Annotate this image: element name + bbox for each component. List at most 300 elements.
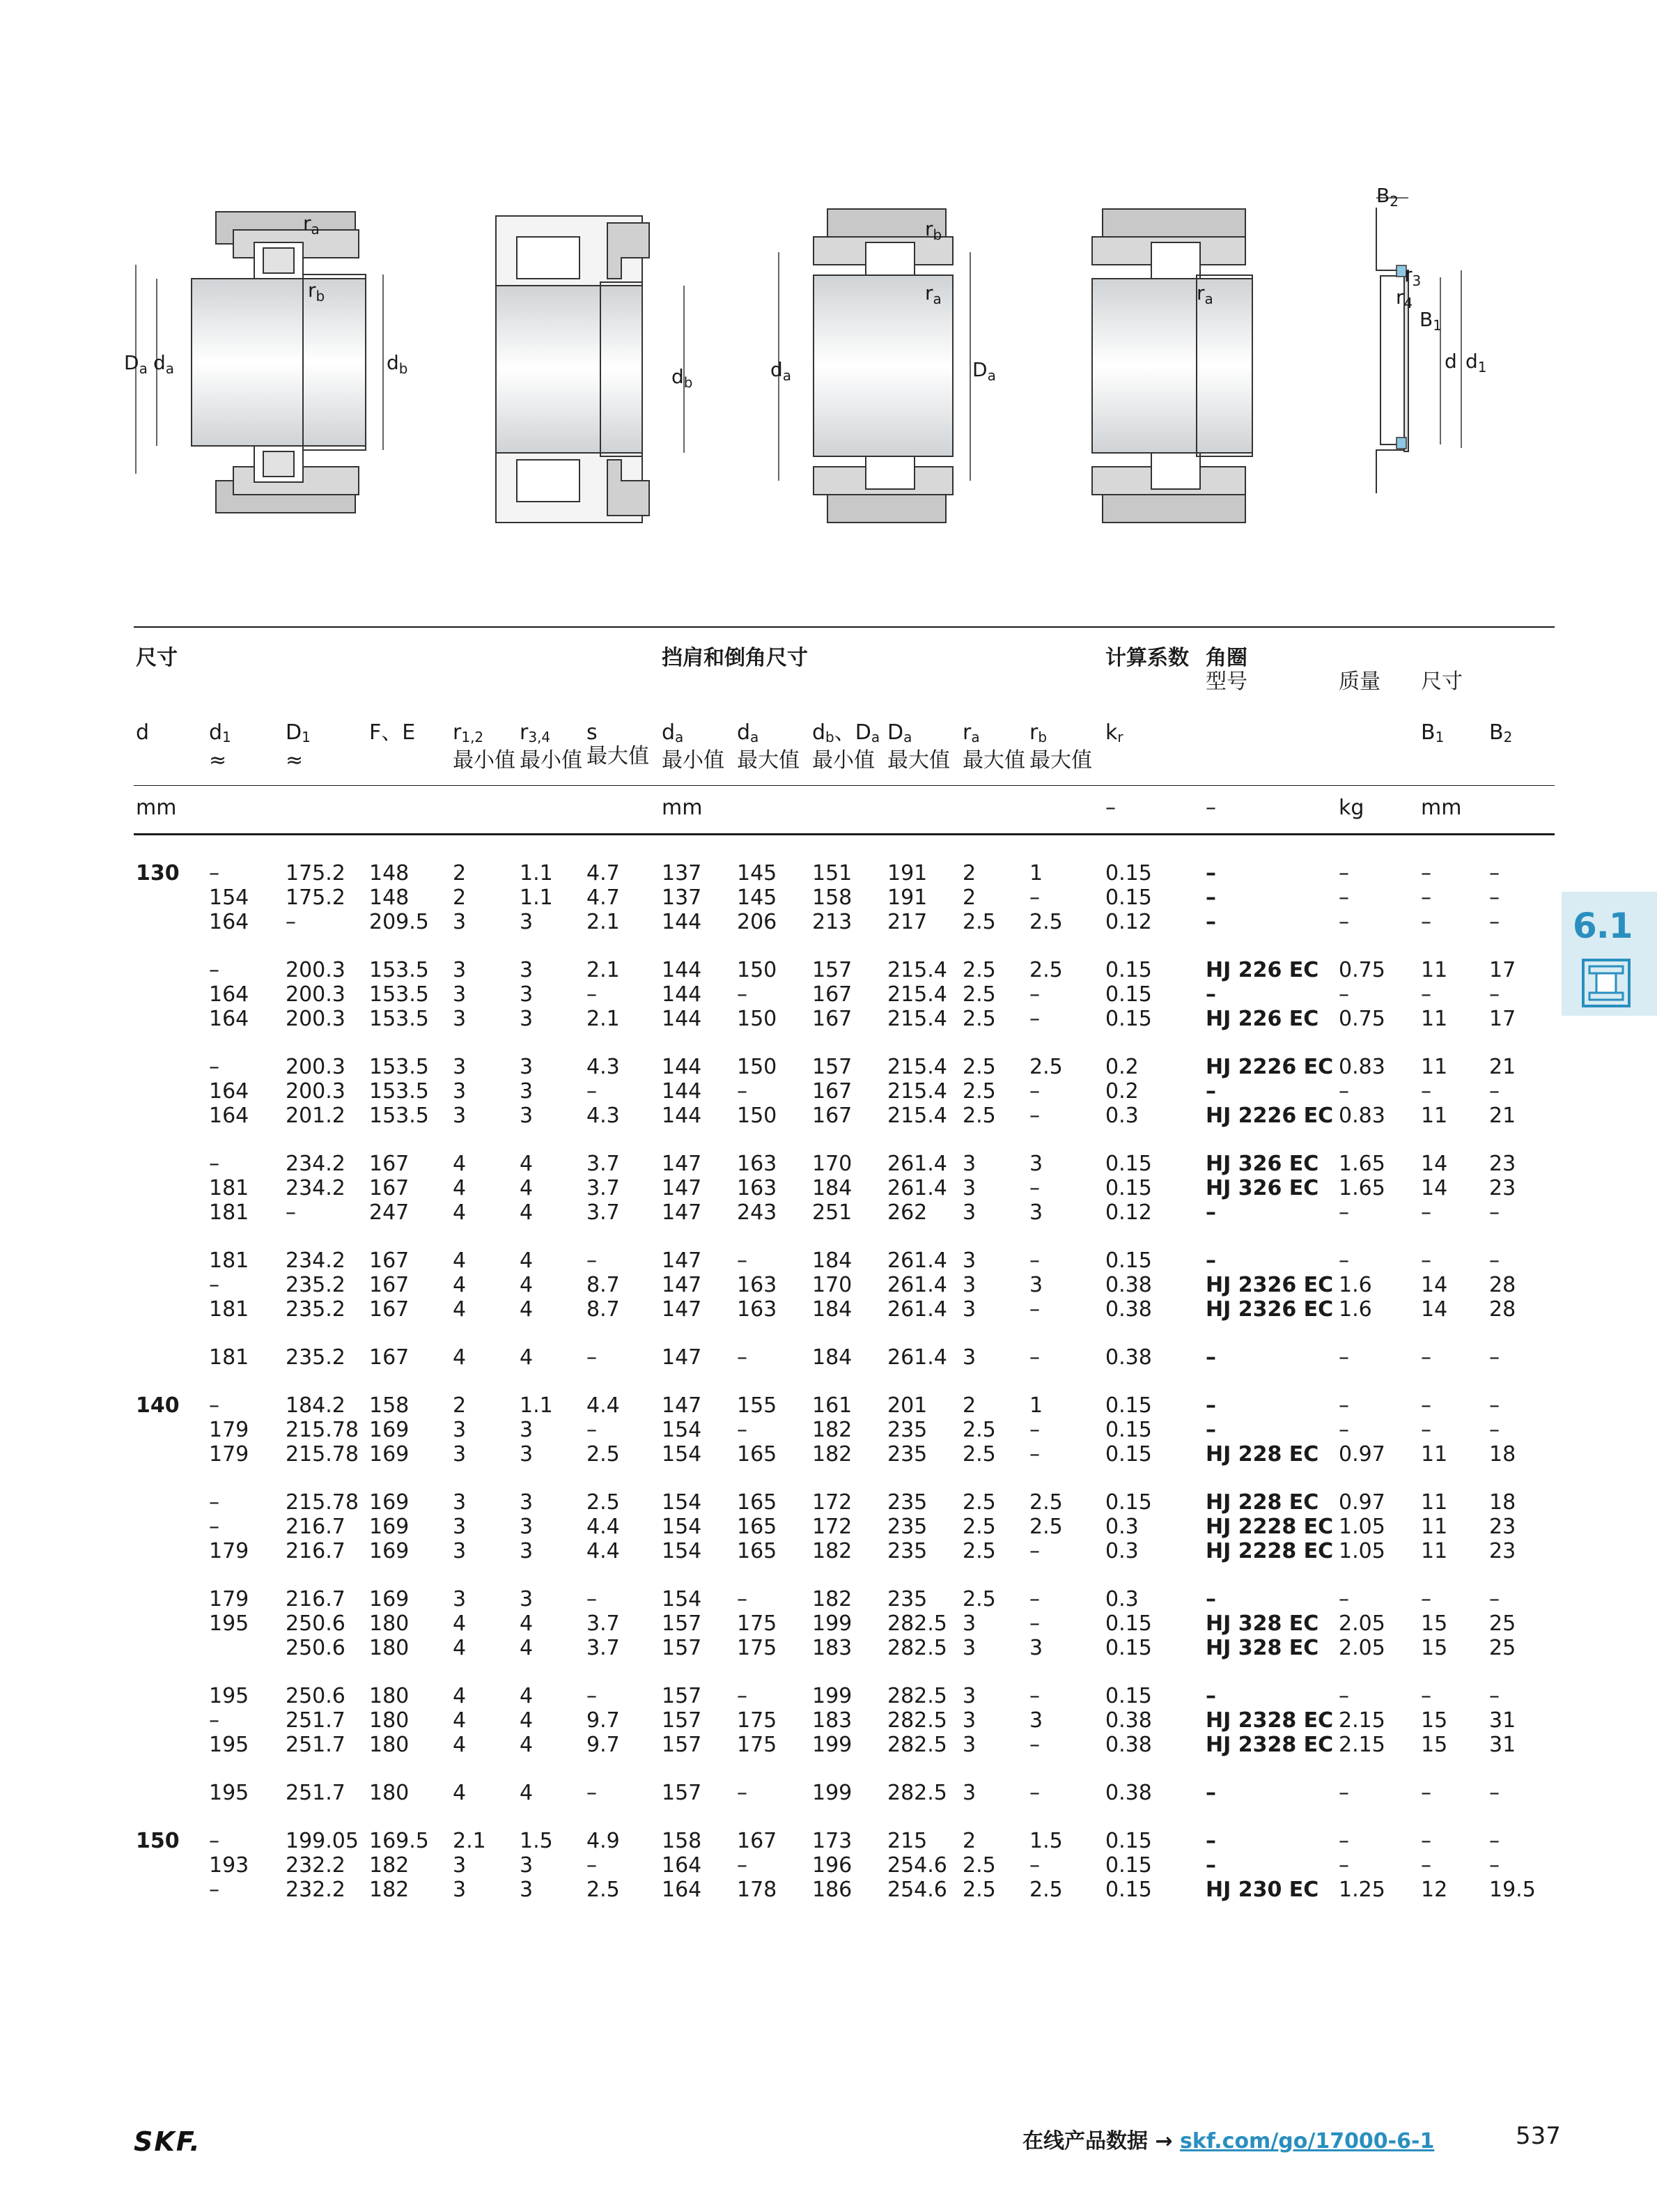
cell-kr: 0.2	[1105, 1055, 1139, 1079]
header-ring-dims: 尺寸	[1421, 670, 1463, 694]
cell-d1: 195	[209, 1684, 249, 1708]
svg-text:ra: $r_a$	[303, 212, 320, 238]
cell-D1: 175.2	[286, 885, 345, 910]
cell-F-E: 153.5	[369, 1104, 429, 1128]
cell-rb: –	[1029, 1345, 1040, 1370]
cell-mass: –	[1339, 1079, 1349, 1104]
cell-Da-max: 215.4	[887, 1055, 947, 1079]
cell-db-Da: 170	[812, 1273, 853, 1297]
cell-d1: 181	[209, 1176, 249, 1200]
cell-db-Da: 167	[812, 1079, 853, 1104]
cell-mass: –	[1339, 1829, 1349, 1853]
cell-rb: 3	[1029, 1708, 1043, 1733]
figure-arrangement-2	[496, 216, 705, 523]
cell-B1: 12	[1421, 1878, 1448, 1902]
cell-kr: 0.15	[1105, 1829, 1152, 1853]
cell-B1: –	[1421, 1853, 1431, 1878]
cell-s: 9.7	[586, 1708, 620, 1733]
cell-s: 8.7	[586, 1297, 620, 1322]
cell-kr: 0.38	[1105, 1297, 1152, 1322]
unit-dims: mm	[136, 796, 177, 820]
cell-D1: 215.78	[286, 1490, 359, 1515]
cell-B1: 15	[1421, 1708, 1448, 1733]
cell-d1: –	[209, 1515, 219, 1539]
cell-rb: –	[1029, 1611, 1040, 1636]
cell-D1: 250.6	[286, 1684, 345, 1708]
cell-da-min: 154	[662, 1442, 702, 1467]
cell-rb: –	[1029, 1539, 1040, 1563]
col-D1: $D_1$ ≈	[286, 720, 311, 773]
cell-r34: 1.5	[520, 1829, 553, 1853]
cell-angle-ring: –	[1206, 1684, 1216, 1708]
cell-r34: 1.1	[520, 885, 553, 910]
cell-s: 4.4	[586, 1515, 620, 1539]
cell-da-max: –	[737, 1345, 747, 1370]
cell-ra: 2.5	[963, 982, 996, 1007]
cell-s: –	[586, 1248, 597, 1273]
cell-da-max: 165	[737, 1442, 777, 1467]
cell-kr: 0.15	[1105, 1007, 1152, 1031]
cell-Da-max: 215.4	[887, 1079, 947, 1104]
cell-B1: 15	[1421, 1636, 1448, 1660]
header-group-dimensions: 尺寸	[136, 646, 178, 670]
cell-F-E: 182	[369, 1878, 410, 1902]
cell-r12: 2	[453, 1393, 467, 1418]
cell-kr: 0.38	[1105, 1345, 1152, 1370]
cell-d1: 164	[209, 982, 249, 1007]
cell-da-min: 164	[662, 1878, 702, 1902]
table-row	[0, 885, 1657, 910]
cell-Da-max: 235	[887, 1539, 928, 1563]
cell-mass: –	[1339, 1248, 1349, 1273]
cell-da-max: 243	[737, 1200, 777, 1225]
arrow-right-icon: →	[1155, 2129, 1173, 2153]
cell-da-min: 144	[662, 958, 702, 982]
cell-db-Da: 167	[812, 982, 853, 1007]
cell-r34: 3	[520, 1515, 534, 1539]
cell-rb: –	[1029, 1079, 1040, 1104]
cell-F-E: 169	[369, 1539, 410, 1563]
table-row	[0, 1200, 1657, 1225]
svg-text:r3: $r_3$	[1404, 263, 1422, 289]
cell-da-max: 178	[737, 1878, 777, 1902]
cell-da-max: –	[737, 1418, 747, 1442]
cell-D1: 251.7	[286, 1781, 345, 1805]
cell-s: –	[586, 1079, 597, 1104]
cell-angle-ring: HJ 2226 EC	[1206, 1055, 1334, 1079]
cell-da-min: 154	[662, 1490, 702, 1515]
cell-D1: 200.3	[286, 958, 345, 982]
cell-db-Da: 167	[812, 1007, 853, 1031]
cell-B1: –	[1421, 1200, 1431, 1225]
cell-s: 4.3	[586, 1055, 620, 1079]
cell-r34: 4	[520, 1297, 534, 1322]
cell-db-Da: 183	[812, 1636, 853, 1660]
cell-angle-ring: HJ 2326 EC	[1206, 1273, 1334, 1297]
cell-r34: 3	[520, 1079, 534, 1104]
table-row	[0, 910, 1657, 934]
cell-D1: 232.2	[286, 1853, 345, 1878]
cell-s: –	[586, 1853, 597, 1878]
cell-s: 2.1	[586, 958, 620, 982]
table-row	[0, 1733, 1657, 1757]
cell-d1: 193	[209, 1853, 249, 1878]
cell-rb: 3	[1029, 1152, 1043, 1176]
cell-r34: 4	[520, 1781, 534, 1805]
cell-d1: 195	[209, 1733, 249, 1757]
cell-r12: 3	[453, 1490, 467, 1515]
cell-B1: –	[1421, 910, 1431, 934]
cell-kr: 0.15	[1105, 885, 1152, 910]
cell-ra: 2	[963, 885, 977, 910]
cell-s: –	[586, 1418, 597, 1442]
cell-B1: –	[1421, 1079, 1431, 1104]
cell-d1: 164	[209, 910, 249, 934]
table-row	[0, 1297, 1657, 1322]
cell-s: 4.9	[586, 1829, 620, 1853]
cell-rb: –	[1029, 1684, 1040, 1708]
cell-D1: 232.2	[286, 1878, 345, 1902]
table-row	[0, 861, 1657, 885]
cell-db-Da: 173	[812, 1829, 853, 1853]
cell-s: 4.4	[586, 1539, 620, 1563]
table-row	[0, 1176, 1657, 1200]
cell-rb: 2.5	[1029, 910, 1063, 934]
cell-da-min: 137	[662, 885, 702, 910]
cell-D1: 215.78	[286, 1442, 359, 1467]
cell-r12: 4	[453, 1200, 467, 1225]
table-row	[0, 1345, 1657, 1370]
cell-d1: –	[209, 1829, 219, 1853]
cell-Da-max: 282.5	[887, 1781, 947, 1805]
cell-r34: 4	[520, 1345, 534, 1370]
cell-r12: 4	[453, 1248, 467, 1273]
cell-B2: –	[1489, 982, 1500, 1007]
cell-B2: 21	[1489, 1055, 1516, 1079]
cell-angle-ring: HJ 2326 EC	[1206, 1297, 1334, 1322]
svg-text:ra: $r_a$	[925, 281, 942, 307]
cell-s: 2.5	[586, 1878, 620, 1902]
cell-r12: 3	[453, 1007, 467, 1031]
cell-F-E: 169	[369, 1442, 410, 1467]
table-row	[0, 1079, 1657, 1104]
cell-kr: 0.38	[1105, 1273, 1152, 1297]
cell-B2: –	[1489, 885, 1500, 910]
cell-F-E: 180	[369, 1611, 410, 1636]
cell-B2: 28	[1489, 1297, 1516, 1322]
cell-r34: 4	[520, 1684, 534, 1708]
cell-s: 3.7	[586, 1636, 620, 1660]
cell-r12: 4	[453, 1273, 467, 1297]
svg-text:rb: $r_b$	[308, 279, 325, 304]
cell-da-min: 154	[662, 1418, 702, 1442]
cell-da-max: 175	[737, 1636, 777, 1660]
cell-F-E: 167	[369, 1297, 410, 1322]
cell-da-min: 144	[662, 1055, 702, 1079]
cell-r34: 3	[520, 1055, 534, 1079]
cell-B2: 23	[1489, 1152, 1516, 1176]
cell-B1: –	[1421, 1684, 1431, 1708]
cell-r12: 3	[453, 982, 467, 1007]
table-row	[0, 1781, 1657, 1805]
cell-db-Da: 170	[812, 1152, 853, 1176]
cell-F-E: 153.5	[369, 1055, 429, 1079]
cell-s: –	[586, 982, 597, 1007]
cell-ra: 2.5	[963, 1104, 996, 1128]
cell-da-max: 163	[737, 1152, 777, 1176]
cell-B1: 11	[1421, 1007, 1448, 1031]
cell-rb: –	[1029, 1007, 1040, 1031]
cell-da-max: 175	[737, 1733, 777, 1757]
cell-da-min: 144	[662, 910, 702, 934]
cell-D1: 215.78	[286, 1418, 359, 1442]
cell-B2: 23	[1489, 1539, 1516, 1563]
cell-da-max: 206	[737, 910, 777, 934]
cell-r34: 1.1	[520, 861, 553, 885]
cell-r34: 3	[520, 1104, 534, 1128]
cell-angle-ring: HJ 328 EC	[1206, 1611, 1319, 1636]
cell-ra: 2.5	[963, 1515, 996, 1539]
cell-s: –	[586, 1781, 597, 1805]
cell-B1: –	[1421, 1418, 1431, 1442]
cell-B1: –	[1421, 1587, 1431, 1611]
unit-ring: –	[1206, 796, 1216, 820]
cell-db-Da: 158	[812, 885, 853, 910]
cell-D1: 216.7	[286, 1515, 345, 1539]
cell-B1: –	[1421, 885, 1431, 910]
cell-r12: 4	[453, 1345, 467, 1370]
cell-rb: –	[1029, 1587, 1040, 1611]
cell-r12: 3	[453, 958, 467, 982]
cell-B1: 11	[1421, 1515, 1448, 1539]
cell-mass: 2.05	[1339, 1636, 1385, 1660]
cell-Da-max: 215.4	[887, 1104, 947, 1128]
cell-mass: 1.05	[1339, 1539, 1385, 1563]
cell-da-max: –	[737, 1781, 747, 1805]
cell-kr: 0.15	[1105, 861, 1152, 885]
cell-Da-max: 282.5	[887, 1733, 947, 1757]
svg-text:da: $d_a$	[153, 351, 175, 377]
cell-F-E: 169	[369, 1587, 410, 1611]
cell-Da-max: 282.5	[887, 1636, 947, 1660]
cell-rb: 1	[1029, 861, 1043, 885]
cell-mass: –	[1339, 982, 1349, 1007]
cell-r34: 3	[520, 1878, 534, 1902]
cell-mass: –	[1339, 1345, 1349, 1370]
cell-mass: 2.15	[1339, 1708, 1385, 1733]
cell-angle-ring: –	[1206, 1587, 1216, 1611]
cell-d1: –	[209, 1393, 219, 1418]
cell-s: 4.3	[586, 1104, 620, 1128]
table-row	[0, 1829, 1657, 1853]
page-number: 537	[1516, 2122, 1561, 2150]
header-mass: 质量	[1339, 670, 1380, 694]
table-row	[0, 1587, 1657, 1611]
table-row	[0, 1490, 1657, 1515]
cell-F-E: 169.5	[369, 1829, 429, 1853]
header-group-abutment: 挡肩和倒角尺寸	[662, 646, 808, 670]
cell-rb: –	[1029, 885, 1040, 910]
cell-Da-max: 215.4	[887, 958, 947, 982]
cell-D1: 200.3	[286, 1079, 345, 1104]
cell-db-Da: 184	[812, 1297, 853, 1322]
cell-Da-max: 282.5	[887, 1708, 947, 1733]
cell-mass: –	[1339, 1200, 1349, 1225]
col-r12: $r_{1,2}$ 最小值	[453, 720, 515, 773]
cell-F-E: 153.5	[369, 982, 429, 1007]
cell-da-min: 157	[662, 1781, 702, 1805]
cell-s: 8.7	[586, 1273, 620, 1297]
cell-r12: 4	[453, 1733, 467, 1757]
cell-ra: 2.5	[963, 1853, 996, 1878]
cell-ra: 2.5	[963, 1055, 996, 1079]
cell-mass: 1.05	[1339, 1515, 1385, 1539]
cell-d1: 181	[209, 1248, 249, 1273]
cell-F-E: 167	[369, 1345, 410, 1370]
cell-ra: 2.5	[963, 1007, 996, 1031]
cell-r12: 2	[453, 885, 467, 910]
svg-text:Da: $D_a$	[124, 351, 148, 377]
cell-Da-max: 235	[887, 1442, 928, 1467]
col-da-max: $d_a$ 最大值	[737, 720, 800, 773]
cell-da-min: 154	[662, 1539, 702, 1563]
cell-ra: 3	[963, 1248, 977, 1273]
cell-da-min: 157	[662, 1611, 702, 1636]
cell-r34: 4	[520, 1708, 534, 1733]
cell-D1: 216.7	[286, 1539, 345, 1563]
col-B1: $B_1$	[1421, 720, 1445, 745]
cell-D1: 234.2	[286, 1176, 345, 1200]
cell-B1: 11	[1421, 1490, 1448, 1515]
cell-kr: 0.15	[1105, 1878, 1152, 1902]
cell-mass: –	[1339, 910, 1349, 934]
cell-B2: –	[1489, 910, 1500, 934]
table-row	[0, 1853, 1657, 1878]
cell-angle-ring: –	[1206, 1853, 1216, 1878]
cell-Da-max: 261.4	[887, 1248, 947, 1273]
cell-da-min: 144	[662, 982, 702, 1007]
cell-ra: 3	[963, 1781, 977, 1805]
cell-B2: –	[1489, 1418, 1500, 1442]
cell-angle-ring: –	[1206, 1393, 1216, 1418]
cell-kr: 0.15	[1105, 1490, 1152, 1515]
cell-kr: 0.15	[1105, 1636, 1152, 1660]
cell-F-E: 180	[369, 1708, 410, 1733]
skf-logo: SKF.	[134, 2126, 201, 2157]
cell-r12: 3	[453, 910, 467, 934]
svg-text:Da: $D_a$	[972, 358, 996, 384]
col-r34: $r_{3,4}$ 最小值	[520, 720, 582, 773]
cell-rb: –	[1029, 1104, 1040, 1128]
cell-ra: 2.5	[963, 1490, 996, 1515]
cell-ra: 3	[963, 1176, 977, 1200]
cell-B1: 11	[1421, 1104, 1448, 1128]
header-ring-type: 型号	[1206, 670, 1247, 694]
cell-rb: 2.5	[1029, 1490, 1063, 1515]
product-data-link[interactable]: skf.com/go/17000-6-1	[1180, 2129, 1435, 2153]
header-group-angle-ring: 角圈	[1206, 646, 1247, 670]
cell-kr: 0.3	[1105, 1539, 1139, 1563]
cell-Da-max: 261.4	[887, 1345, 947, 1370]
cell-B1: –	[1421, 1781, 1431, 1805]
cell-B2: –	[1489, 1781, 1500, 1805]
cell-B2: –	[1489, 861, 1500, 885]
cell-F-E: 180	[369, 1684, 410, 1708]
cell-db-Da: 157	[812, 1055, 853, 1079]
cell-ra: 3	[963, 1345, 977, 1370]
cell-F-E: 167	[369, 1273, 410, 1297]
cell-B1: –	[1421, 1345, 1431, 1370]
cell-F-E: 153.5	[369, 1079, 429, 1104]
cell-db-Da: 199	[812, 1733, 853, 1757]
cell-ra: 3	[963, 1733, 977, 1757]
cell-F-E: 167	[369, 1176, 410, 1200]
cell-da-max: 150	[737, 1104, 777, 1128]
header-top-rule	[134, 626, 1555, 628]
cell-rb: 3	[1029, 1273, 1043, 1297]
cell-r34: 3	[520, 910, 534, 934]
cell-r12: 4	[453, 1636, 467, 1660]
cell-D1: –	[286, 910, 296, 934]
cell-rb: –	[1029, 1442, 1040, 1467]
cell-db-Da: 157	[812, 958, 853, 982]
cell-da-min: 147	[662, 1152, 702, 1176]
figure-arrangement-1	[124, 202, 408, 523]
cell-kr: 0.38	[1105, 1781, 1152, 1805]
cell-kr: 0.15	[1105, 958, 1152, 982]
cell-Da-max: 191	[887, 861, 928, 885]
col-Da-max: $D_a$ 最大值	[887, 720, 950, 773]
cell-mass: 1.6	[1339, 1273, 1372, 1297]
cell-da-max: –	[737, 1853, 747, 1878]
cell-B2: –	[1489, 1587, 1500, 1611]
cell-s: 9.7	[586, 1733, 620, 1757]
unit-kr: –	[1105, 796, 1116, 820]
cell-rb: 1.5	[1029, 1829, 1063, 1853]
cell-F-E: 153.5	[369, 1007, 429, 1031]
cell-kr: 0.3	[1105, 1515, 1139, 1539]
cell-D1: 251.7	[286, 1708, 345, 1733]
table-row	[0, 1539, 1657, 1563]
cell-ra: 3	[963, 1152, 977, 1176]
cell-db-Da: 199	[812, 1611, 853, 1636]
cell-s: 2.1	[586, 1007, 620, 1031]
cell-r12: 3	[453, 1515, 467, 1539]
cell-mass: 0.75	[1339, 1007, 1385, 1031]
cell-d1: 181	[209, 1200, 249, 1225]
cell-r34: 3	[520, 1442, 534, 1467]
cell-D1: 235.2	[286, 1345, 345, 1370]
cell-d1: –	[209, 1490, 219, 1515]
cell-rb: 3	[1029, 1636, 1043, 1660]
cell-ra: 3	[963, 1611, 977, 1636]
cell-B2: 25	[1489, 1636, 1516, 1660]
cell-F-E: 209.5	[369, 910, 429, 934]
cell-d1: 164	[209, 1079, 249, 1104]
cell-F-E: 167	[369, 1152, 410, 1176]
cell-db-Da: 183	[812, 1708, 853, 1733]
cell-B1: 15	[1421, 1733, 1448, 1757]
col-B2: $B_2$	[1489, 720, 1513, 745]
cell-d1: 179	[209, 1418, 249, 1442]
cell-Da-max: 254.6	[887, 1878, 947, 1902]
cell-r12: 4	[453, 1297, 467, 1322]
cell-da-min: 157	[662, 1733, 702, 1757]
cell-D1: 250.6	[286, 1611, 345, 1636]
cell-db-Da: 172	[812, 1490, 853, 1515]
cell-r12: 3	[453, 1878, 467, 1902]
cell-kr: 0.15	[1105, 1393, 1152, 1418]
